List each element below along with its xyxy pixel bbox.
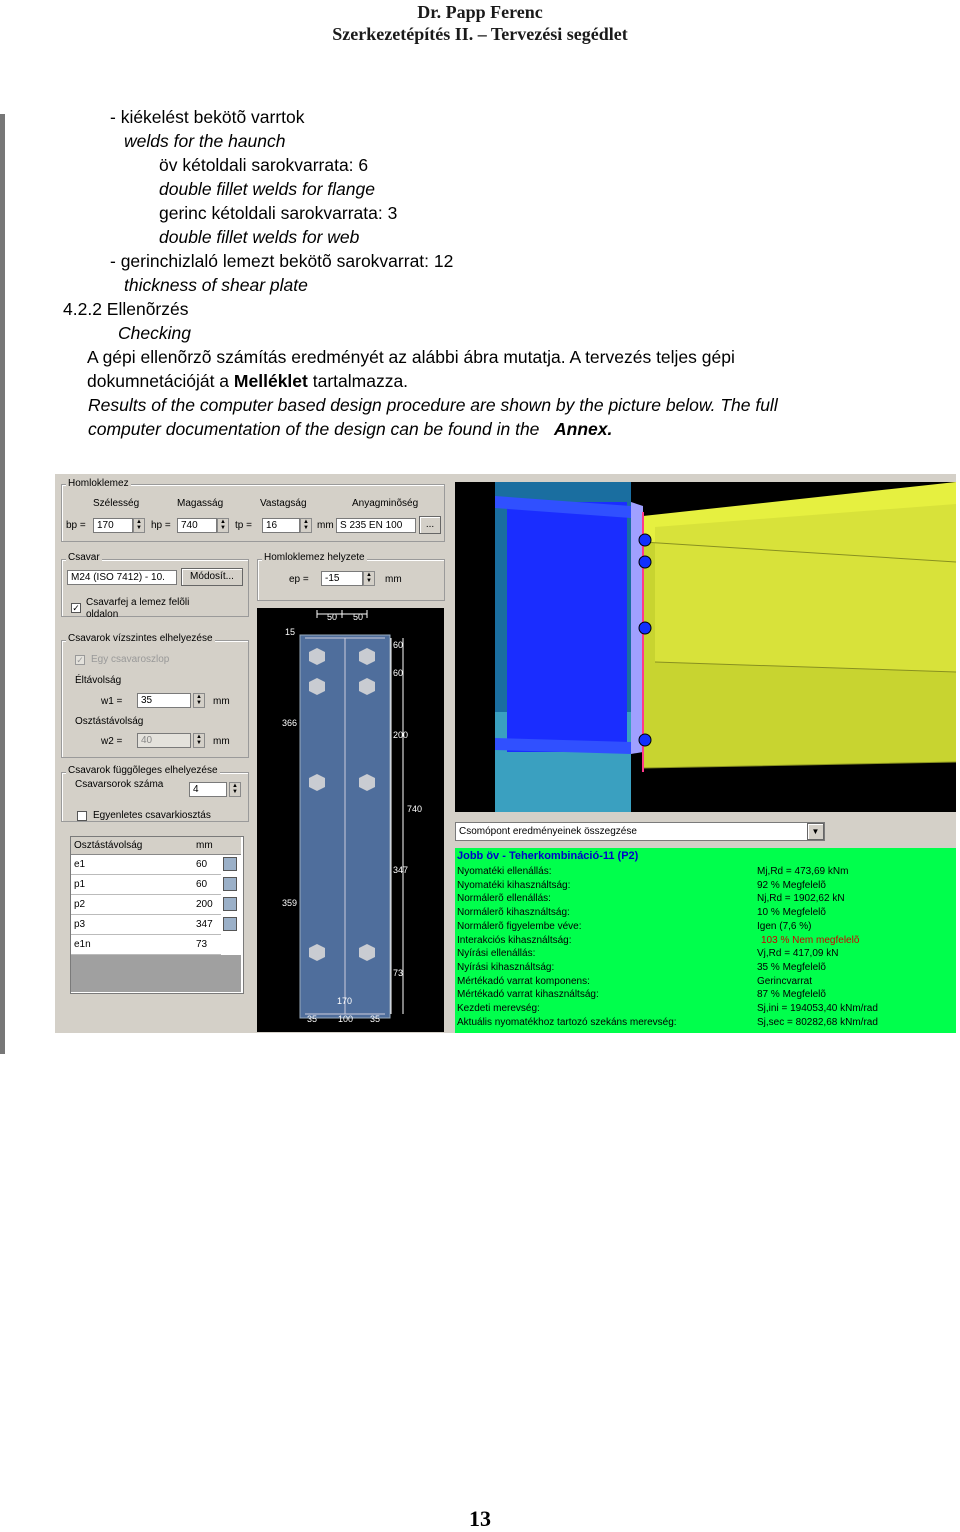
trash-icon[interactable] — [223, 857, 237, 871]
dim-right-5: 73 — [393, 968, 404, 978]
dim-bottom-2: 100 — [338, 1014, 354, 1024]
result-label: Nyomatéki kihasználtság: — [457, 879, 571, 891]
ep-label: ep = — [289, 574, 309, 585]
results-panel — [455, 848, 956, 1033]
ep-spinner[interactable]: ▲ ▼ — [363, 571, 375, 586]
trash-icon[interactable] — [223, 897, 237, 911]
table-row[interactable] — [71, 935, 221, 955]
table-header — [71, 837, 241, 855]
result-label: Nyírási ellenállás: — [457, 948, 536, 960]
dim-right-2: 60 — [393, 668, 404, 678]
bolt-head-label-2: oldalon — [86, 609, 119, 620]
row-key: p2 — [74, 899, 86, 910]
tp-spinner[interactable]: ▲ ▼ — [300, 518, 312, 533]
bolt-rows-label: Csavarsorok száma — [75, 779, 164, 790]
text-line: Results of the computer based design procedure are shown by the picture below. The full — [88, 395, 778, 415]
result-value: 103 % Nem megfelelõ — [761, 934, 860, 946]
single-column-label: Egy csavaroszlop — [91, 654, 170, 665]
result-label: Mértékadó varrat komponens: — [457, 975, 590, 987]
height-header: Magasság — [177, 498, 224, 509]
material-header: Anyagminõség — [352, 498, 419, 509]
bolt-rows-spinner[interactable]: ▲ ▼ — [229, 782, 241, 797]
w2-mm: mm — [213, 736, 230, 747]
row-value: 73 — [196, 939, 208, 950]
result-label: Normálerõ kihasználtság: — [457, 907, 570, 919]
pitch-table — [70, 836, 244, 994]
dim-right-3: 200 — [393, 730, 409, 740]
tp-label: tp = — [235, 520, 252, 531]
text-line: - gerinchizlaló lemezt bekötõ sarokvarrat: 12 — [110, 251, 454, 271]
header-author: Dr. Papp Ferenc — [417, 2, 543, 22]
section-heading-en: Checking — [118, 323, 191, 343]
result-value: 10 % Megfelelõ — [757, 907, 826, 919]
dim-top-2: 50 — [353, 612, 364, 622]
horizontal-bolt-title: Csavarok vízszintes elhelyezése — [68, 633, 213, 644]
result-label: Normálerõ figyelembe véve: — [457, 920, 582, 932]
table-row[interactable] — [71, 895, 221, 915]
table-header-pitch: Osztástávolság — [74, 840, 143, 851]
hp-spinner[interactable]: ▲ ▼ — [217, 518, 229, 533]
hp-label: hp = — [151, 520, 171, 531]
bp-input[interactable]: 170 — [93, 518, 133, 533]
endplate-group-title: Homloklemez — [68, 478, 129, 489]
3d-joint-view — [455, 482, 956, 812]
endplate-group — [61, 484, 445, 542]
w1-mm: mm — [213, 696, 230, 707]
table-row[interactable] — [71, 915, 221, 935]
text-line: öv kétoldali sarokvarrata: 6 — [159, 155, 369, 175]
w2-input[interactable]: 40 — [137, 733, 191, 748]
software-screenshot — [55, 474, 956, 1033]
trash-icon[interactable] — [223, 917, 237, 931]
table-header-mm: mm — [196, 840, 213, 851]
steel-more-button[interactable]: ... — [419, 516, 441, 534]
chevron-down-icon[interactable]: ▼ — [807, 823, 824, 840]
row-value: 60 — [196, 859, 208, 870]
bp-spinner[interactable]: ▲ ▼ — [133, 518, 145, 533]
result-value: Sj,ini = 194053,40 kNm/rad — [757, 1003, 878, 1014]
row-key: p1 — [74, 879, 86, 890]
single-column-checkbox[interactable]: ✓ — [76, 655, 84, 665]
thickness-header: Vastagság — [260, 498, 307, 509]
trash-icon[interactable] — [223, 877, 237, 891]
endplate-drawing — [257, 608, 444, 1032]
result-label: Normálerõ ellenállás: — [457, 893, 551, 905]
text-line: gerinc kétoldali sarokvarrata: 3 — [159, 203, 398, 223]
dim-bottom: 170 — [337, 996, 353, 1006]
bolt-rows-input[interactable]: 4 — [189, 782, 227, 797]
steel-select[interactable]: S 235 EN 100 — [336, 518, 416, 533]
result-value: Nj,Rd = 1902,62 kN — [757, 893, 845, 905]
row-value: 200 — [196, 899, 213, 910]
row-key: e1n — [74, 939, 91, 950]
result-value: Igen (7,6 %) — [757, 920, 812, 932]
table-row[interactable] — [71, 855, 221, 875]
dim-right-1: 60 — [393, 640, 404, 650]
ep-mm: mm — [385, 574, 402, 585]
result-value: 92 % Megfelelõ — [757, 879, 826, 891]
w1-label: w1 = — [101, 696, 123, 707]
results-title: Jobb öv - Teherkombináció-11 (P2) — [457, 850, 639, 862]
tp-input[interactable]: 16 — [262, 518, 300, 533]
hp-input[interactable]: 740 — [177, 518, 217, 533]
endplate-position-title: Homloklemez helyzete — [264, 552, 365, 563]
dim-bottom-1: 35 — [307, 1014, 318, 1024]
text-line: double fillet welds for web — [159, 227, 360, 247]
uniform-spacing-label: Egyenletes csavarkiosztás — [93, 810, 211, 821]
text-line: welds for the haunch — [124, 131, 286, 151]
bolt-modify-button[interactable]: Módosít... — [181, 568, 243, 586]
result-value: Gerincvarrat — [757, 975, 813, 987]
dim-left-2: 359 — [282, 898, 298, 908]
result-label: Mértékadó varrat kihasználtság: — [457, 989, 599, 1001]
bolt-head-label: Csavarfej a lemez felõli — [86, 597, 190, 608]
mm-unit: mm — [317, 520, 334, 531]
pitch-label: Osztástávolság — [75, 716, 144, 727]
result-label: Aktuális nyomatékhoz tartozó szekáns merevség: — [457, 1016, 677, 1028]
text-line: dokumnetációját a Melléklet tartalmazza. — [87, 371, 409, 391]
dim-left-top: 15 — [285, 627, 296, 637]
vertical-bolt-title: Csavarok függõleges elhelyezése — [68, 765, 218, 776]
result-value: 35 % Megfelelõ — [757, 961, 826, 973]
width-header: Szélesség — [93, 498, 140, 509]
result-label: Nyírási kihasználtság: — [457, 961, 555, 973]
section-heading: 4.2.2 Ellenõrzés — [63, 299, 189, 319]
text-line: - kiékelést bekötõ varrtok — [110, 107, 305, 127]
ep-input[interactable]: -15 — [321, 571, 363, 586]
result-value: Sj,sec = 80282,68 kNm/rad — [757, 1016, 878, 1028]
dim-bottom-3: 35 — [370, 1014, 381, 1024]
result-value: Vj,Rd = 417,09 kN — [757, 948, 839, 960]
header-title: Szerkezetépítés II. – Tervezési segédlet — [332, 24, 628, 44]
dim-top-1: 50 — [327, 612, 338, 622]
text-line: thickness of shear plate — [124, 275, 308, 295]
row-value: 60 — [196, 879, 208, 890]
result-label: Interakciós kihasználtság: — [457, 934, 572, 946]
text-line: computer documentation of the design can be found in the Annex. — [88, 419, 613, 439]
text-line: A gépi ellenõrzõ számítás eredményét az alábbi ábra mutatja. A tervezés teljes gépi — [87, 347, 735, 367]
dim-right-4: 347 — [393, 865, 409, 875]
bolt-group-title: Csavar — [68, 552, 100, 563]
dim-right-total: 740 — [407, 804, 423, 814]
bolt-head-checkbox[interactable]: ✓ — [72, 603, 80, 613]
w2-label: w2 = — [101, 736, 123, 747]
page-number: 13 — [469, 1506, 491, 1531]
dim-left-1: 366 — [282, 718, 298, 728]
w1-input[interactable]: 35 — [137, 693, 191, 708]
text-line: double fillet welds for flange — [159, 179, 375, 199]
result-value: Mj,Rd = 473,69 kNm — [757, 866, 849, 877]
row-value: 347 — [196, 919, 213, 930]
bp-label: bp = — [66, 520, 86, 531]
edge-distance-label: Éltávolság — [75, 675, 122, 686]
row-key: e1 — [74, 859, 86, 870]
bolt-select[interactable]: M24 (ISO 7412) - 10. — [67, 570, 177, 585]
results-dropdown[interactable]: Csomópont eredményeinek összegzése — [455, 822, 825, 841]
w2-spinner[interactable]: ▲ ▼ — [193, 733, 205, 748]
row-key: p3 — [74, 919, 86, 930]
table-row[interactable] — [71, 875, 221, 895]
left-margin-bar — [0, 114, 5, 1054]
table-empty-area — [71, 955, 241, 992]
uniform-spacing-checkbox[interactable] — [77, 811, 87, 821]
result-value: 87 % Megfelelõ — [757, 989, 826, 1001]
result-label: Kezdeti merevség: — [457, 1003, 540, 1014]
result-label: Nyomatéki ellenállás: — [457, 866, 552, 877]
w1-spinner[interactable]: ▲ ▼ — [193, 693, 205, 708]
